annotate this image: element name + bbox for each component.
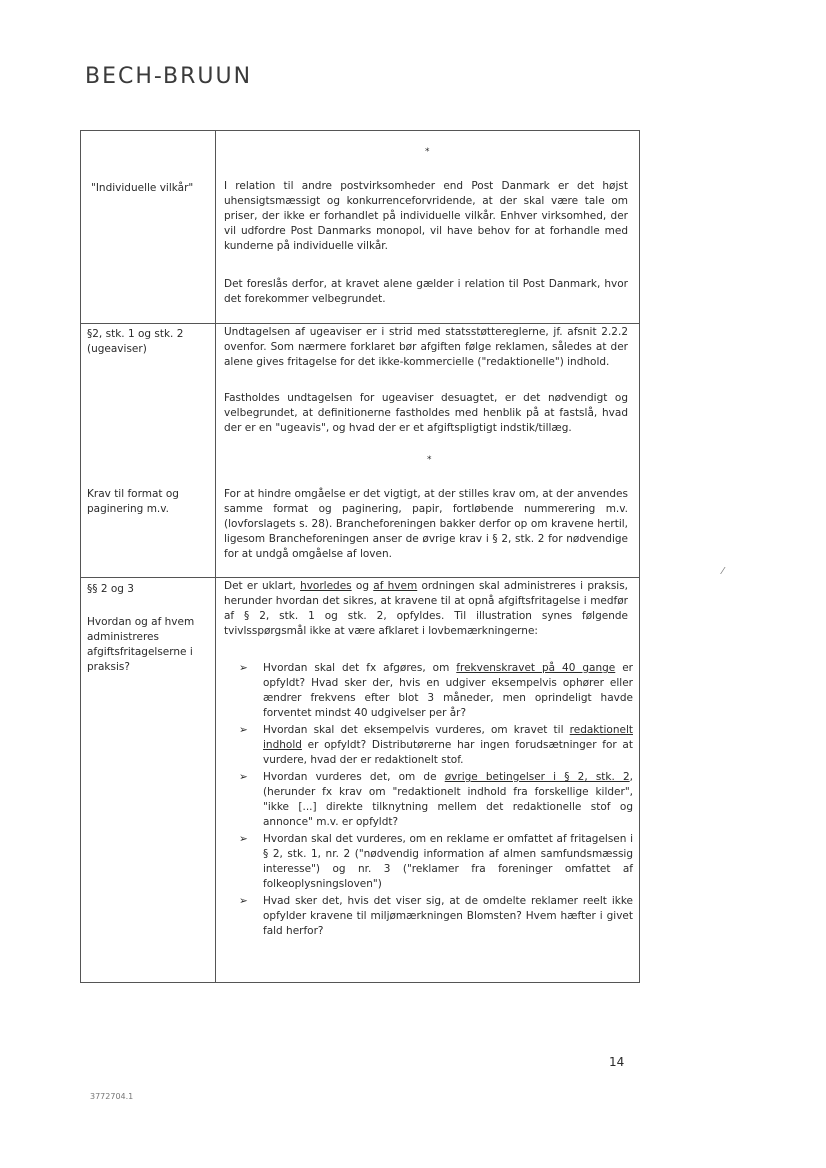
row-text-paragraph: I relation til andre postvirksomheder end Post Danmark er det højst uhensigtsmæssigt og konkurrenceforvridende, at der skal være tale om priser, der ikke er forhandlet på individuelle vilkår. Enhver virksomhed, der vil udfordre Post Danmarks monopol, vil have behov for at forhandle med kunderne på individuelle vilkår. [224,180,628,252]
list-item: ➢ Hvordan vurderes det, om de øvrige betingelser i § 2, stk. 2, (herunder fx krav om "redaktionelt indhold fra forskellige kilder", "ikke [...] direkte tilknytning mellem det redaktionelle stof og annonce" m.v. er opfyldt? [239,771,634,828]
scan-mark: ⁄ [722,566,724,577]
document-id: 3772704.1 [90,1092,134,1101]
list-item: ➢ Hvordan skal det eksempelvis vurderes, om kravet til redaktionelt indhold er opfyldt? Distributørerne har ingen forudsætninger for at vurdere, hvad der er redaktionelt stof. [239,724,633,766]
question-list [239,661,634,941]
row-text-paragraph: Fastholdes undtagelsen for ugeaviser desuagtet, er det nødvendigt og velbegrundet, at definitionerne fastholdes med henblik på at fastslå, hvad der er en "ugeavis", og hvad der er et afgiftspligtigt indstik/tillæg. [224,392,628,434]
comment-table [80,130,640,983]
row-text-paragraph: For at hindre omgåelse er det vigtigt, at der stilles krav om, at der anvendes samme format og paginering, papir, fortløbende nummerering m.v. (lovforslagets s. 28). Brancheforeningen bakker derfor op om kravene hertil, ligesom Brancheforeningen anser de øvrige krav i § 2, stk. 2 for nødvendige for at undgå omgåelse af loven. [224,488,628,560]
column-divider [215,131,216,982]
arrow-bullet-icon: ➢ [239,833,248,845]
arrow-bullet-icon: ➢ [239,724,248,736]
row-label-paragraphs-2-3: §§ 2 og 3 [87,583,134,595]
row-label-individuelle-vilkaar: "Individuelle vilkår" [91,182,194,194]
row-label-ugeaviser: §2, stk. 1 og stk. 2 (ugeaviser) [87,328,184,355]
list-item: ➢ Hvordan skal det fx afgøres, om frekvenskravet på 40 gange er opfyldt? Hvad sker der, hvis en udgiver eksempelvis ophører eller ændrer frekvens efter blot 3 måneder, men oprindeligt havde forventet mindst 40 udgivelser per år? [239,662,633,719]
underlined-term: hvorledes [300,580,352,592]
underlined-term: af hvem [373,580,418,592]
row-label-administration: Hvordan og af hvem administreres afgiftsfritagelserne i praksis? [87,616,195,673]
company-logo: BECH-BRUUN [85,64,253,89]
row-divider [81,577,639,578]
arrow-bullet-icon: ➢ [239,895,248,907]
row-label-format: Krav til format og paginering m.v. [87,488,179,515]
page-number: 14 [609,1055,625,1069]
separator-asterisk: * [427,455,432,465]
row-divider [81,323,639,324]
row-text-paragraph: Det foreslås derfor, at kravet alene gælder i relation til Post Danmark, hvor det forekommer velbegrundet. [224,278,628,305]
list-item: ➢ Hvad sker det, hvis det viser sig, at de omdelte reklamer reelt ikke opfylder kravene til miljømærkningen Blomsten? Hvem hæfter i givet fald herfor? [239,895,633,937]
arrow-bullet-icon: ➢ [239,662,248,674]
row-text-paragraph: Undtagelsen af ugeaviser er i strid med statsstøttereglerne, jf. afsnit 2.2.2 ovenfor. Som nærmere forklaret bør afgiften følge reklamen, således at der alene gives fritagelse for det ikke-kommercielle ("redaktionelle") indhold. [224,326,628,368]
separator-asterisk: * [425,147,430,157]
list-item: ➢ Hvordan skal det vurderes, om en reklame er omfattet af fritagelsen i § 2, stk. 1, nr. 2 ("nødvendig information af almen samfundsmæssig interesse") og nr. 3 ("reklamer fra foreninger omfattet af folkeoplysningsloven") [239,833,633,890]
arrow-bullet-icon: ➢ [239,771,248,783]
row-text-intro: Det er uklart, hvorledes og af hvem ordningen skal administreres i praksis, herunder hvordan det sikres, at kravene til at opnå afgiftsfritagelse i medfør af § 2, stk. 1 og stk. 2, opfyldes. Til illustration synes følgende tvivlsspørgsmål ikke at være afklaret i lovbemærkningerne: [224,580,629,637]
